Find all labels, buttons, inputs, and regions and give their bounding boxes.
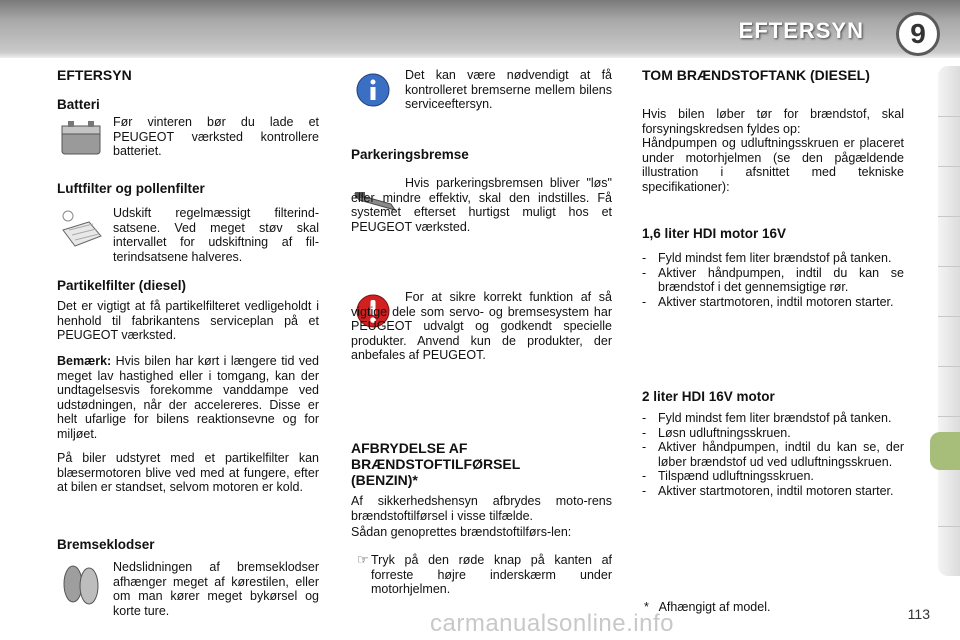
partikelfilter-text: Det er vigtigt at få partikelfilteret vedligeholdt i henhold til fabrikantens serviceplan på et PEUGEOT værksted. (57, 299, 319, 342)
afbrydelse-text-1: Af sikkerhedshensyn afbrydes moto-rens brændstoftilførsel i visse tilfælde. (351, 494, 612, 523)
bremseklodser-text: Nedslidningen af bremseklodser afhænger meget af kørestilen, eller om man kører meget bykørsel og korte ture. (113, 560, 319, 618)
heading-parkeringsbremse: Parkeringsbremse (351, 147, 469, 162)
tab-divider (938, 366, 960, 367)
list-item: - Aktiver håndpumpen, indtil du kan se, der løber brændstof ud ved udluftningsskruen. (642, 440, 904, 469)
hdi-2-steps (642, 411, 904, 498)
tab-divider (938, 526, 960, 527)
hdi-16-steps (642, 251, 904, 309)
chapter-title: EFTERSYN (738, 18, 864, 43)
active-chapter-tab (930, 432, 960, 470)
batteri-text: Før vinteren bør du lade et PEUGEOT værksted kontrollere batteriet. (113, 115, 319, 158)
pointing-hand-icon: ☞ (357, 552, 369, 567)
list-item: - Aktiver håndpumpen, indtil du kan se brændstof i det gennemsigtige rør. (642, 265, 904, 294)
warning-text: For at sikre korrekt funktion af så vigtige dele som servo- og bremsesystem har PEUGEOT udvalgt og godkendt specielle produkter. Anvend kun de produkter, der anbefales af PEUGEOT. (351, 290, 612, 362)
heading-hdi-16: 1,6 liter HDI motor 16V (642, 226, 787, 241)
partikelfilter-text-2: På biler udstyret med et partikelfilter kan blæsermotoren blive ved med at fungere, efter at bilen er standset, selvom motoren er kold. (57, 451, 319, 494)
parkeringsbremse-text: Hvis parkeringsbremsen bliver "løs" eller mindre effektiv, skal den indstilles. Få systemet efterset hurtigst muligt hos et PEUGEOT værksted. (351, 176, 612, 234)
list-item: - Løsn udluftningsskruen. (642, 425, 791, 440)
info-icon (355, 72, 391, 108)
heading-afbrydelse: AFBRYDELSE AF BRÆNDSTOFTILFØRSEL (BENZIN)* (351, 440, 521, 488)
tom-text-1: Hvis bilen løber tør for brændstof, skal forsyningskredsen fyldes op: (642, 107, 904, 136)
tab-divider (938, 416, 960, 417)
list-item: - Fyld mindst fem liter brændstof på tanken. (642, 411, 892, 425)
tab-divider (938, 216, 960, 217)
afbrydelse-text-2: Sådan genoprettes brændstoftilførs-len: (351, 525, 572, 539)
battery-icon (59, 118, 103, 158)
luftfilter-text: Udskift regelmæssigt filterind-satsene. Ved meget støv skal intervallet for udskiftning af fil-terindsatsene halveres. (113, 206, 319, 264)
list-item: - Tilspænd udluftningsskruen. (642, 469, 814, 483)
note-label: Bemærk: (57, 354, 112, 368)
heading-luftfilter: Luftfilter og pollenfilter (57, 181, 205, 196)
page-number: 113 (907, 606, 930, 622)
tab-divider (938, 166, 960, 167)
footnote: * Afhængigt af model. (644, 600, 771, 614)
chapter-tabs (938, 66, 960, 576)
info-text: Det kan være nødvendigt at få kontrolleret bremserne mellem bilens serviceeftersyn. (405, 68, 612, 111)
note-text: Hvis bilen har kørt i længere tid ved meget lav hastighed eller i tomgang, kan der undtagelsesvis forekomme vanddampe ved udstødningen, når der accelereres. Disse er helt ufarlige for bilens reaktionsevne og for miljøet. (57, 354, 319, 441)
tab-divider (938, 116, 960, 117)
tab-divider (938, 316, 960, 317)
list-item: - Aktiver startmotoren, indtil motoren starter. (642, 294, 894, 309)
partikelfilter-note (57, 354, 319, 441)
tom-text-2: Håndpumpen og udluftningsskruen er placeret under motorhjelmen (se den pågældende illustration i afsnittet med tekniske specifikationer): (642, 136, 904, 194)
heading-bremseklodser: Bremseklodser (57, 537, 155, 552)
heading-tom-braendstoftank: TOM BRÆNDSTOFTANK (DIESEL) (642, 67, 870, 83)
brake-pads-icon (59, 562, 103, 608)
header-shadow (0, 52, 960, 58)
list-item: - Fyld mindst fem liter brændstof på tanken. (642, 251, 892, 265)
heading-hdi-2: 2 liter HDI 16V motor (642, 389, 775, 404)
tab-divider (938, 266, 960, 267)
list-item: - Aktiver startmotoren, indtil motoren starter. (642, 483, 894, 498)
section-title-eftersyn: EFTERSYN (57, 67, 132, 83)
chapter-number-badge: 9 (896, 12, 940, 56)
afbrydelse-bullet: Tryk på den røde knap på kanten af forreste højre inderskærm under motorhjelmen. (371, 553, 612, 596)
watermark: carmanualsonline.info (430, 610, 674, 637)
heading-partikelfilter: Partikelfilter (diesel) (57, 278, 187, 293)
heading-batteri: Batteri (57, 97, 100, 112)
air-filter-icon (59, 208, 103, 252)
